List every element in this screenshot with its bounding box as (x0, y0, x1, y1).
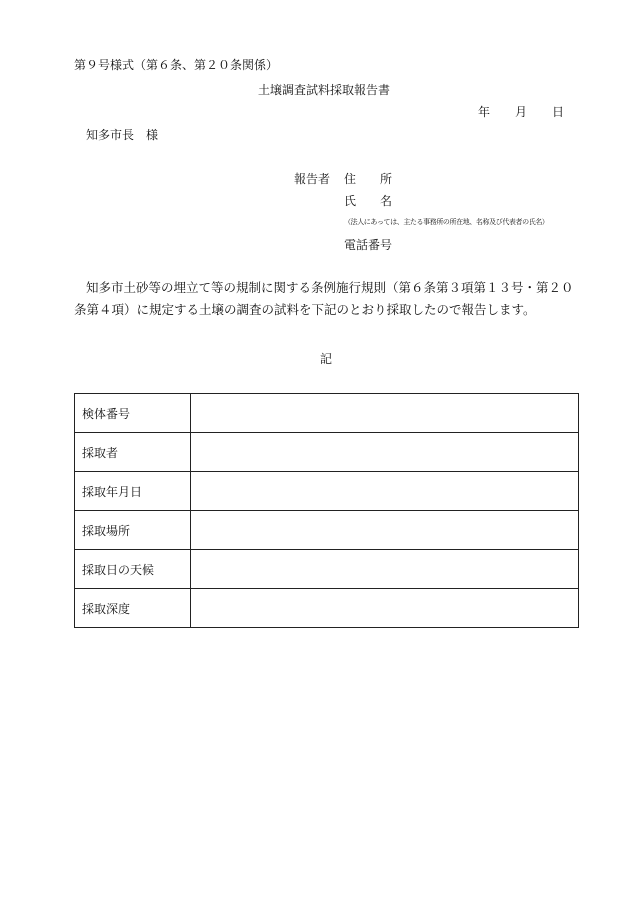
date-day: 日 (552, 105, 565, 119)
row-label-weather: 採取日の天候 (75, 550, 191, 589)
row-label-collection-date: 採取年月日 (75, 472, 191, 511)
report-table (74, 393, 579, 628)
date-year: 年 (478, 105, 491, 119)
row-label-collection-place: 採取場所 (75, 511, 191, 550)
table-row (75, 589, 579, 628)
row-label-collector: 採取者 (75, 433, 191, 472)
table-row (75, 550, 579, 589)
corporation-note: （法人にあっては、主たる事務所の所在地、名称及び代表者の氏名） (344, 218, 549, 226)
table-row (75, 433, 579, 472)
table-row (75, 511, 579, 550)
ki-heading: 記 (320, 352, 333, 366)
name-label: 氏 名 (344, 194, 393, 208)
phone-label: 電話番号 (344, 238, 393, 252)
addressee: 知多市長 様 (86, 128, 159, 142)
date-month: 月 (515, 105, 528, 119)
table-row (75, 394, 579, 433)
body-line-1: 知多市土砂等の埋立て等の規制に関する条例施行規則（第６条第３項第１３号・第２０ (86, 280, 574, 295)
address-label: 住 所 (344, 172, 393, 186)
row-value-collection-date[interactable] (191, 472, 579, 511)
row-label-sample-number: 検体番号 (75, 394, 191, 433)
document-title: 土壌調査試料採取報告書 (258, 83, 391, 97)
table-row (75, 472, 579, 511)
row-value-collector[interactable] (191, 433, 579, 472)
row-value-weather[interactable] (191, 550, 579, 589)
row-value-collection-place[interactable] (191, 511, 579, 550)
reporter-label: 報告者 (294, 172, 331, 186)
row-value-depth[interactable] (191, 589, 579, 628)
row-label-depth: 採取深度 (75, 589, 191, 628)
row-value-sample-number[interactable] (191, 394, 579, 433)
body-line-2: 条第４項）に規定する土壌の調査の試料を下記のとおり採取したので報告します。 (74, 302, 536, 317)
form-code: 第９号様式（第６条、第２０条関係） (74, 58, 279, 72)
